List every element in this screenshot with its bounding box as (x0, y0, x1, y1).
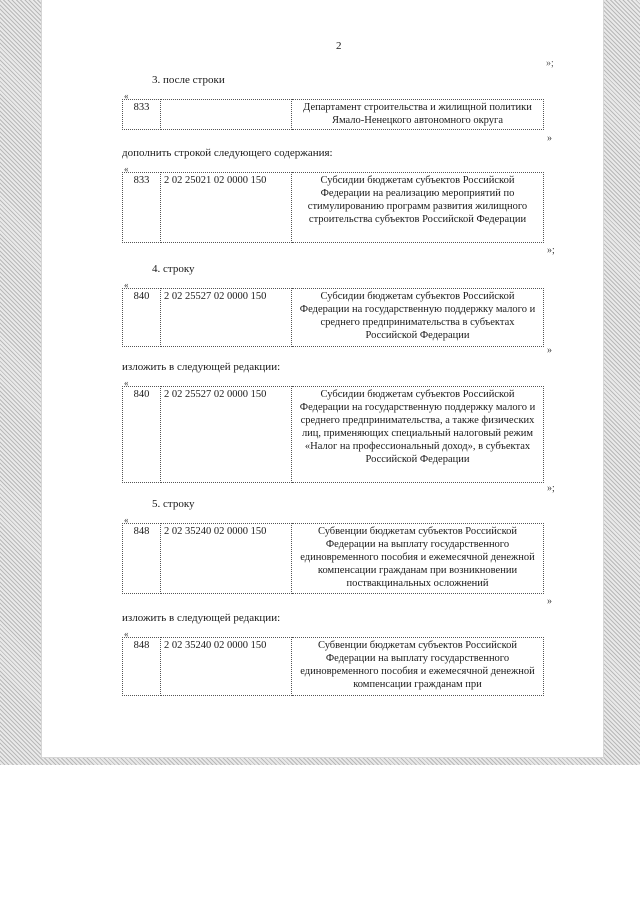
description-cell (292, 173, 544, 243)
description-text: Субсидии бюджетам субъектов Российской Федерации на реализацию мероприятий по стимулированию программ развития жилищного строительства субъектов Российской Федерации (307, 175, 528, 225)
table-row-848-new (122, 637, 544, 696)
code-cell: 840 (123, 289, 161, 347)
description-cell (292, 100, 544, 130)
table-row-840-original (122, 288, 544, 347)
description-text: Субвенции бюджетам субъектов Российской Федерации на выплату государственного единовременного пособия и ежемесячной денежной компенсации гражданам при (300, 640, 535, 690)
open-quote: « (124, 164, 129, 174)
new-edition-intro: изложить в следующей редакции: (122, 361, 281, 373)
code-cell: 833 (123, 173, 161, 243)
open-quote: « (124, 629, 129, 639)
paragraph-3-intro: 3. после строки (152, 74, 225, 86)
document-page (42, 0, 603, 757)
code-cell: 848 (123, 524, 161, 594)
table-row-833-new (122, 172, 544, 243)
open-quote: « (124, 91, 129, 101)
table-row-840-new (122, 386, 544, 483)
end-mark: » (547, 596, 552, 607)
code-cell: 833 (123, 100, 161, 130)
corner-mark: »; (546, 58, 554, 69)
description-text: Департамент строительства и жилищной политики Ямало-Ненецкого автономного округа (303, 102, 532, 126)
kbk-cell: 2 02 25527 02 0000 150 (161, 387, 292, 483)
code-cell: 840 (123, 387, 161, 483)
description-cell (292, 638, 544, 696)
kbk-cell: 2 02 25021 02 0000 150 (161, 173, 292, 243)
description-cell (292, 524, 544, 594)
description-cell (292, 289, 544, 347)
end-mark: » (547, 133, 552, 144)
open-quote: « (124, 280, 129, 290)
end-mark: » (547, 345, 552, 356)
open-quote: « (124, 515, 129, 525)
new-edition-intro: изложить в следующей редакции: (122, 612, 281, 624)
paragraph-5-intro: 5. строку (152, 498, 195, 510)
kbk-cell: 2 02 25527 02 0000 150 (161, 289, 292, 347)
description-text: Субсидии бюджетам субъектов Российской Федерации на государственную поддержку малого и среднего предпринимательства, а также физических лиц, применяющих специальный налоговый режим «Налог на профессиональный доход», в субъектах Российской Федерации (299, 389, 536, 465)
end-mark: »; (547, 245, 555, 256)
description-text: Субвенции бюджетам субъектов Российской Федерации на выплату государственного единовременного пособия и ежемесячной денежной компенсации гражданам при возникновении поствакцинальных осложнений (300, 526, 535, 589)
code-cell: 848 (123, 638, 161, 696)
end-mark: »; (547, 483, 555, 494)
description-text: Субсидии бюджетам субъектов Российской Федерации на государственную поддержку малого и среднего предпринимательства в субъектах Российской Федерации (299, 291, 536, 341)
kbk-cell: 2 02 35240 02 0000 150 (161, 638, 292, 696)
add-line-intro: дополнить строкой следующего содержания: (122, 147, 333, 159)
kbk-cell: 2 02 35240 02 0000 150 (161, 524, 292, 594)
kbk-cell (161, 100, 292, 130)
open-quote: « (124, 378, 129, 388)
table-row-833-original (122, 99, 544, 130)
paragraph-4-intro: 4. строку (152, 263, 195, 275)
page-number: 2 (336, 40, 342, 52)
table-row-848-original (122, 523, 544, 594)
description-cell (292, 387, 544, 483)
